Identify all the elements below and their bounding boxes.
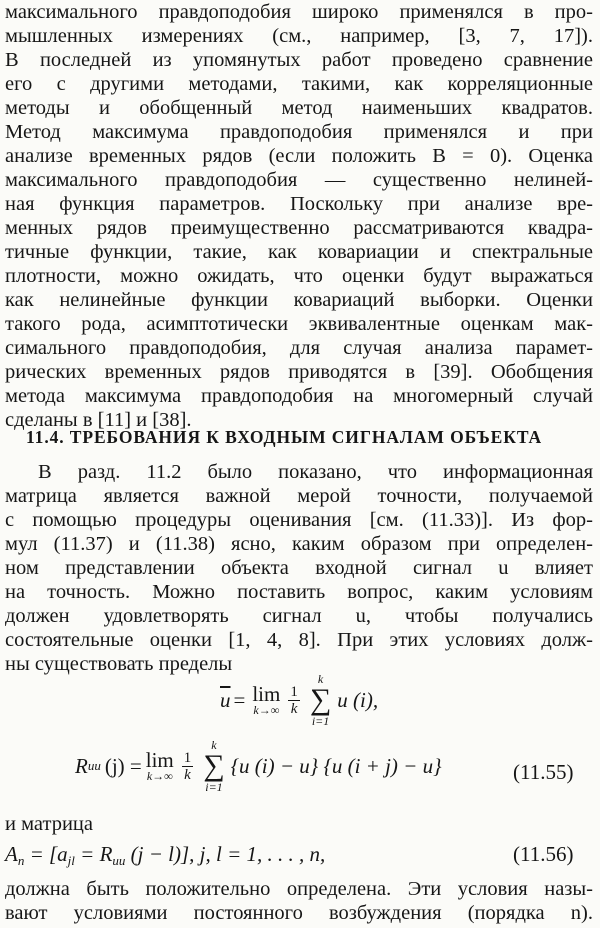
frac-numerator: 1 [183,749,192,766]
text-line: матрица является важной мерой точности, получаемой [5,485,593,507]
lim-subscript: k→∞ [146,769,173,783]
text-line: метода максимума правдоподобия на многомерный случай [5,385,593,407]
text-line: сделаны в [11] и [38]. [5,409,192,431]
section-heading: 11.4. ТРЕБОВАНИЯ К ВХОДНЫМ СИГНАЛАМ ОБЪЕКТА [26,427,543,447]
eq-limit [252,682,280,718]
text-line: симального правдоподобия, для случая анализа парамет- [5,337,593,359]
text-line: методы и обобщенный метод наименьших квадратов. [5,97,593,119]
text-line: мышленных измерениях (см., например, [3, 7, 17]). [5,25,593,47]
text-line: максимального правдоподобия широко применялся в про- [5,1,593,23]
lim-label: lim [145,748,174,772]
eq-lhs: R [75,753,88,778]
text-line: плотности, можно ожидать, что оценки будут выражаться [5,265,593,287]
text-line: В разд. 11.2 было показано, что информационная [38,461,593,483]
eq-lhs-subscript: n [17,853,25,868]
eq-sum [310,672,331,728]
eq-lhs-subscript: uu [87,758,101,773]
equation-number: (11.56) [513,842,574,866]
sum-upper: k [211,738,217,752]
eq-body: u (i), [337,687,379,712]
text-line: анализе временных рядов (если положить B = 0). Оценка [5,145,593,167]
text-line: такого рода, асимптотически эквивалентные оценкам мак- [5,313,593,335]
eq-lhs: $\overline{u}$ [220,687,231,712]
text-line: мул (11.37) и (11.38) ясно, каким образом при определен- [5,533,593,555]
eq-part: = R [80,842,113,866]
lim-subscript: k→∞ [253,703,280,717]
text-line: менных рядов преимущественно рассматриваются квадра- [5,217,593,239]
eq-lhs: A [5,842,18,866]
text-line: должен удовлетворять сигнал u, чтобы получались [5,605,593,627]
text-line: должна быть положительно определена. Эти условия назы- [5,878,593,900]
sum-lower: i=1 [205,780,223,794]
text-line: Метод максимума правдоподобия применялся и при [5,121,593,143]
frac-denominator: k [184,766,191,783]
text-line: тичные функции, такие, как ковариации и спектральные [5,241,593,263]
text-line: состоятельные оценки [1, 4, 8]. При этих условиях долж- [5,629,593,651]
lim-label: lim [252,682,281,706]
frac-denominator: k [290,700,298,717]
text-line: ном представлении объекта входной сигнал u влияет [5,557,593,579]
eq-limit [146,748,174,784]
text-line: максимального правдоподобия — существенно нелиней- [5,169,593,191]
text-line: на точность. Можно поставить вопрос, каким условиям [5,581,593,603]
eq-lhs-argument: (j) = [104,753,142,778]
eq-subscript: uu [112,853,126,868]
eq-body: {u (i) − u} {u (i + j) − u} [230,753,442,778]
text-line: и матрица [5,813,93,835]
eq-part: = [a [29,842,68,866]
equation-mean-input: $\overline{u}$ = lim k→∞ $\frac{1}{k}$ k ∑ i=1 u (i), [220,672,379,728]
equation-number: (11.55) [513,760,574,784]
text-line: рических временных рядов приводятся в [39]. Обобщения [5,361,593,383]
eq-subscript: jl [67,853,75,868]
equation-autocovariance [75,738,442,794]
sigma-symbol: ∑ [309,683,332,716]
text-line: В последней из упомянутых работ проведено сравнение [5,49,593,71]
text-line: ная функция параметров. Поскольку при анализе вре- [5,193,593,215]
text-line: ны существовать пределы [5,653,233,675]
text-line: с помощью процедуры оценивания [см. (11.33)]. Из фор- [5,509,593,531]
eq-fraction [182,750,194,783]
sum-lower: i=1 [311,714,330,728]
text-line: вают условиями постоянного возбуждения (порядка n). [5,902,593,924]
eq-sum [203,738,224,794]
eq-fraction [288,684,300,717]
text-line: как нелинейные функции ковариаций выборки. Оценки [5,289,593,311]
sum-upper: k [317,672,324,686]
sigma-symbol: ∑ [203,749,225,782]
frac-numerator: 1 [290,683,298,700]
equation-matrix [5,842,325,869]
eq-part: (j − l)], j, l = 1, . . . , n, [130,842,326,866]
text-line: его с другими методами, такими, как корреляционные [5,73,593,95]
